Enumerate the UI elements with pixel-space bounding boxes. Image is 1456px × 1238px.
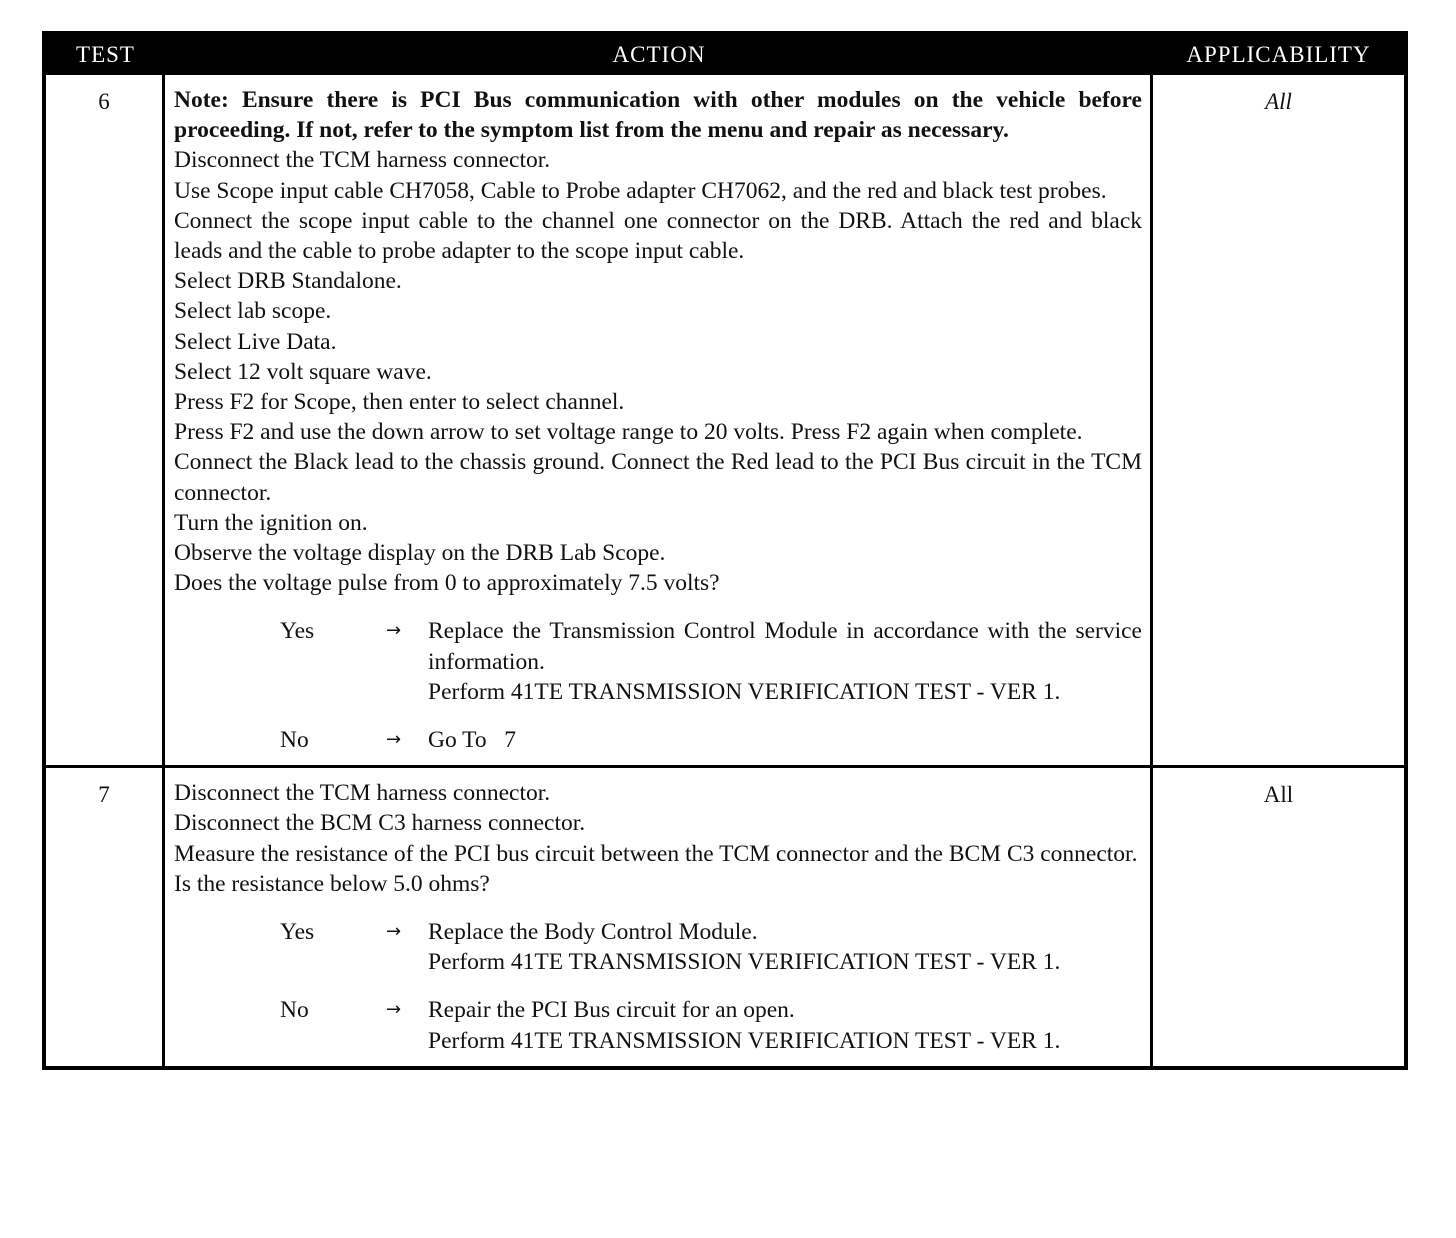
- step-text: Connect the scope input cable to the channel one connector on the DRB. Attach the red and black leads and the cable to probe adapter to the scope input cable.: [174, 207, 1142, 265]
- branch-line: Perform 41TE TRANSMISSION VERIFICATION TEST - VER 1.: [428, 678, 1061, 705]
- step-text: Turn the ignition on.: [174, 509, 368, 536]
- branch-label: Yes: [280, 618, 315, 645]
- branch-no: [174, 995, 1142, 1055]
- branch-no: [174, 725, 1142, 755]
- action-cell: [165, 75, 1153, 765]
- branch-label: No: [280, 727, 309, 754]
- branch-line: Go To 7: [428, 727, 517, 754]
- step-text: Press F2 and use the down arrow to set voltage range to 20 volts. Press F2 again when complete.: [174, 419, 1083, 446]
- step-text: Measure the resistance of the PCI bus circuit between the TCM connector and the BCM C3 connector.: [174, 840, 1138, 867]
- branch-line: Perform 41TE TRANSMISSION VERIFICATION TEST - VER 1.: [428, 949, 1061, 976]
- branch-text: [428, 995, 1142, 1055]
- action-cell: [165, 768, 1153, 1066]
- outcome-branches: [174, 616, 1142, 755]
- header-action: ACTION: [612, 42, 706, 67]
- header-applicability: APPLICABILITY: [1186, 42, 1371, 67]
- diagnostic-test-table: [42, 31, 1408, 1070]
- branch-line: Repair the PCI Bus circuit for an open.: [428, 997, 795, 1024]
- step-text: Select 12 volt square wave.: [174, 358, 432, 385]
- outcome-branches: [174, 917, 1142, 1056]
- branch-label: No: [280, 997, 309, 1024]
- table-row: [46, 765, 1404, 1066]
- branch-yes: [174, 616, 1142, 707]
- step-text: Press F2 for Scope, then enter to select channel.: [174, 389, 625, 416]
- table-header: [46, 35, 1404, 75]
- arrow-right-icon: →: [386, 921, 402, 943]
- applicability-value: All: [1265, 89, 1292, 114]
- arrow-right-icon: →: [386, 620, 402, 642]
- step-text: Select Live Data.: [174, 328, 337, 355]
- step-text: Disconnect the TCM harness connector.: [174, 780, 551, 807]
- step-text: Connect the Black lead to the chassis ground. Connect the Red lead to the PCI Bus circuit in the TCM connector.: [174, 449, 1142, 506]
- branch-yes: [174, 917, 1142, 977]
- test-number: 6: [46, 75, 165, 765]
- branch-line: Replace the Body Control Module.: [428, 919, 758, 946]
- step-text: Use Scope input cable CH7058, Cable to Probe adapter CH7062, and the red and black test probes.: [174, 177, 1107, 204]
- arrow-right-icon: →: [386, 729, 402, 751]
- table-row: [46, 75, 1404, 765]
- step-text: Select lab scope.: [174, 298, 332, 325]
- branch-text: [428, 725, 1142, 755]
- arrow-right-icon: →: [386, 999, 402, 1021]
- step-text: Observe the voltage display on the DRB Lab Scope.: [174, 540, 666, 567]
- step-text: Disconnect the TCM harness connector.: [174, 147, 551, 174]
- branch-text: [428, 917, 1142, 977]
- branch-label: Yes: [280, 919, 315, 946]
- branch-line: Replace the Transmission Control Module in accordance with the service information.: [428, 618, 1142, 675]
- question-text: Is the resistance below 5.0 ohms?: [174, 870, 490, 897]
- step-text: Select DRB Standalone.: [174, 268, 402, 295]
- note-text: Note: Ensure there is PCI Bus communication with other modules on the vehicle before proceeding. If not, refer to the symptom list from the menu and repair as necessary.: [174, 87, 1142, 144]
- applicability-value: All: [1263, 782, 1294, 808]
- question-text: Does the voltage pulse from 0 to approximately 7.5 volts?: [174, 570, 720, 597]
- test-number: 7: [46, 768, 165, 1066]
- step-text: Disconnect the BCM C3 harness connector.: [174, 810, 586, 837]
- branch-text: [428, 616, 1142, 707]
- header-test: TEST: [76, 42, 135, 67]
- branch-line: Perform 41TE TRANSMISSION VERIFICATION TEST - VER 1.: [428, 1027, 1061, 1054]
